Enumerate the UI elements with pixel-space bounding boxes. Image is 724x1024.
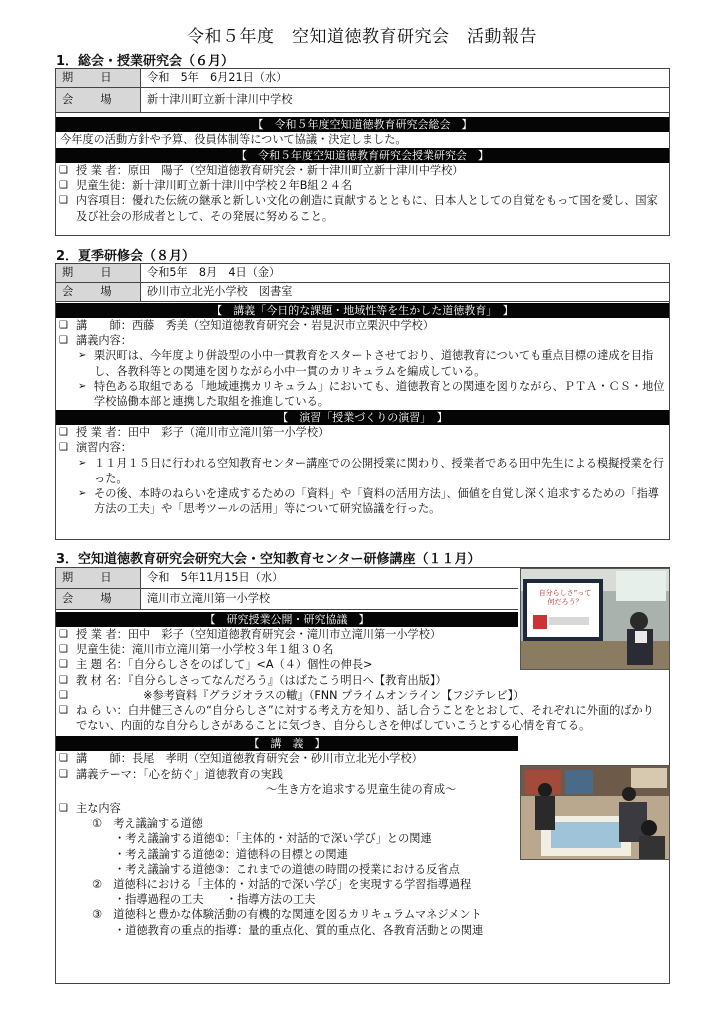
date-value: 令和 5年11月15日（水） — [147, 571, 284, 584]
arrow-bullet-icon: ➢ — [78, 350, 87, 362]
list-item: ❑ 授 業 者：田中 彩子（空知道徳教育研究会・滝川市立滝川第一小学校） — [59, 628, 442, 641]
list-item: ❑ ※参考資料『グラジオラスの轍』（FNN プライムオンライン【フジテレビ】） — [59, 688, 525, 702]
section-bar: 【 令和５年度空知道徳教育研究会総会 】 — [56, 117, 669, 132]
checkbox-icon: ❑ — [59, 195, 68, 207]
venue-label: 会 場 — [56, 589, 141, 609]
plain-text: 今年度の活動方針や予算、役員体制等について協議・決定しました。 — [60, 133, 407, 146]
section-bar: 【 講 義 】 — [56, 736, 518, 751]
date-label: 期 日 — [56, 69, 141, 87]
date-row — [56, 568, 518, 589]
page-title: 令和５年度 空知道徳教育研究会 活動報告 — [187, 27, 537, 47]
content-item: ③ 道徳科と豊かな体験活動の有機的な関連を図るカリキュラムマネジメント — [92, 908, 482, 922]
checkbox-icon: ❑ — [59, 320, 68, 331]
section1-box — [55, 68, 670, 236]
sub-item: ➢ その後、本時のねらいを達成するための「資料」や「資料の活用方法」、価値を自覚し深く追求するための「指導方法の工夫」や「思考ツールの活用」等について研究協議を行った。 — [78, 487, 659, 516]
venue-value: 滝川市立滝川第一小学校 — [147, 592, 271, 605]
venue-label: 会 場 — [56, 283, 141, 301]
list-item: ❑ 教 材 名：『自分らしさってなんだろう』（はばたこう明日へ【教育出版】） — [59, 673, 447, 687]
lecture-photo-drawing — [521, 766, 669, 859]
section-bar: 【 演習「授業づくりの演習」 】 — [56, 410, 669, 425]
venue-label: 会 場 — [56, 88, 141, 112]
content-subitem: ・考え議論する道徳①：「主体的・対話的で深い学び」との関連 — [114, 832, 432, 846]
checkbox-icon: ❑ — [59, 705, 68, 717]
checkbox-icon: ❑ — [59, 803, 68, 815]
checkbox-icon: ❑ — [59, 180, 68, 192]
date-row — [56, 69, 669, 88]
date-label: 期 日 — [56, 568, 141, 588]
classroom-photo-drawing — [521, 569, 669, 669]
arrow-bullet-icon: ➢ — [78, 457, 87, 469]
venue-row — [56, 589, 518, 610]
list-item: ❑ 内容項目：優れた伝統の継承と新しい文化の創造に貢献するとともに、日本人としての自覚をもって国を愛し、国家及び社会の形成者として、その発展に努めること。 — [59, 194, 658, 223]
list-item: ❑ 講 師：西藤 秀美（空知道徳教育研究会・岩見沢市立栗沢中学校） — [59, 319, 435, 332]
checkbox-icon: ❑ — [59, 442, 68, 454]
checkbox-icon: ❑ — [59, 768, 68, 780]
content-subitem: ・道徳教育の重点的指導：量的重点化、質的重点化、各教育活動との関連 — [114, 923, 484, 937]
checkbox-icon: ❑ — [59, 165, 68, 176]
content-subitem: ・指導過程の工夫 ・指導方法の工夫 — [114, 893, 316, 907]
content-item: ① 考え議論する道徳 — [92, 817, 203, 831]
checkbox-icon: ❑ — [59, 753, 68, 765]
checkbox-icon: ❑ — [59, 644, 68, 656]
venue-value: 新十津川町立新十津川中学校 — [147, 93, 293, 106]
section3-heading: 3．空知道徳教育研究会研究大会・空知教育センター研修講座（１１月） — [56, 552, 481, 567]
checkbox-icon: ❑ — [59, 629, 68, 640]
sub-item: ➢ １１月１５日に行われる空知教育センター講座での公開授業に関わり、授業者である田中先生による模擬授業を行った。 — [78, 456, 665, 485]
venue-row — [56, 88, 669, 113]
theme-subtitle: ～生き方を追求する児童生徒の育成～ — [266, 782, 457, 796]
checkbox-icon: ❑ — [59, 674, 68, 686]
list-item: ❑ 講 師：長尾 孝明（空知道徳教育研究会・砂川市立北光小学校） — [59, 752, 423, 766]
date-value: 令和5年 8月 4日（金） — [147, 266, 281, 279]
list-item: ❑ 講義内容： — [59, 334, 132, 348]
checkbox-icon: ❑ — [59, 689, 68, 701]
section-bar: 【 令和５年度空知道徳教育研究会授業研究会 】 — [56, 148, 669, 163]
section2-box — [55, 263, 670, 540]
list-item: ❑ 主な内容 — [59, 802, 121, 816]
section-bar: 【 講義「今日的な課題・地域性等を生かした道徳教育」 】 — [56, 303, 669, 318]
content-subitem: ・考え議論する道徳②：道徳科の目標との関連 — [114, 847, 348, 861]
section2-heading: 2．夏季研修会（８月） — [56, 249, 196, 264]
sub-item: ➢ 特色ある取組である「地域連携カリキュラム」においても、道徳教育との関連を図りながら、ＰＴＡ・ＣＳ・地位学校協働本部と連携した取組を推進している。 — [78, 379, 665, 409]
checkbox-icon: ❑ — [59, 427, 68, 439]
date-row — [56, 264, 669, 283]
checkbox-icon: ❑ — [59, 659, 68, 671]
list-item: ❑ 主 題 名：「自分らしさをのばして」<A（４）個性の伸長> — [59, 658, 373, 672]
list-item: ❑ 児童生徒：新十津川町立新十津川中学校２年B組２４名 — [59, 179, 353, 193]
venue-value: 砂川市立北光小学校 図書室 — [147, 285, 293, 298]
section1-heading: 1．総会・授業研究会（６月） — [56, 54, 235, 69]
content-subitem: ・考え議論する道徳③：これまでの道徳の時間の授業における反省点 — [114, 862, 460, 876]
arrow-bullet-icon: ➢ — [78, 380, 87, 392]
venue-row — [56, 283, 669, 302]
section-bar: 【 研究授業公開・研究協議 】 — [56, 612, 518, 627]
sub-item: ➢ 栗沢町は、今年度より併設型の小中一貫教育をスタートさせており、道徳教育についても重点目標の達成を目指し、各教科等との関連を図りながら小中一貫のカリキュラムを編成している。 — [78, 349, 654, 378]
screen-text: 自分らしさ”って 何だろう？ — [538, 589, 592, 606]
list-item: ❑ 授 業 者：田中 彩子（滝川市立滝川第一小学校） — [59, 426, 330, 440]
date-value: 令和 5年 6月21日（水） — [147, 71, 288, 84]
date-label: 期 日 — [56, 264, 141, 282]
list-item: ❑ 講義テーマ：「心を紡ぐ」道徳教育の実践 — [59, 767, 283, 781]
checkbox-icon: ❑ — [59, 335, 68, 347]
list-item: ❑ 演習内容： — [59, 441, 132, 455]
content-item: ② 道徳科における「主体的・対話的で深い学び」を実現する学習指導過程 — [92, 878, 472, 892]
lecture-photo — [520, 765, 670, 860]
list-item: ❑ 児童生徒：滝川市立滝川第一小学校３年１組３０名 — [59, 643, 334, 657]
list-item: ❑ 授 業 者：原田 陽子（空知道徳教育研究会・新十津川町立新十津川中学校） — [59, 164, 464, 177]
arrow-bullet-icon: ➢ — [78, 488, 87, 500]
classroom-photo — [520, 568, 670, 670]
list-item: ❑ ね ら い：白井健三さんの“自分らしさ”に対する考え方を知り、話し合うことをとおして、それぞれに外面的ばかりでない、内面的な自分らしさがあることに気づき、自分らしさを伸ばしていこうとする心情を育てる。 — [59, 704, 654, 733]
